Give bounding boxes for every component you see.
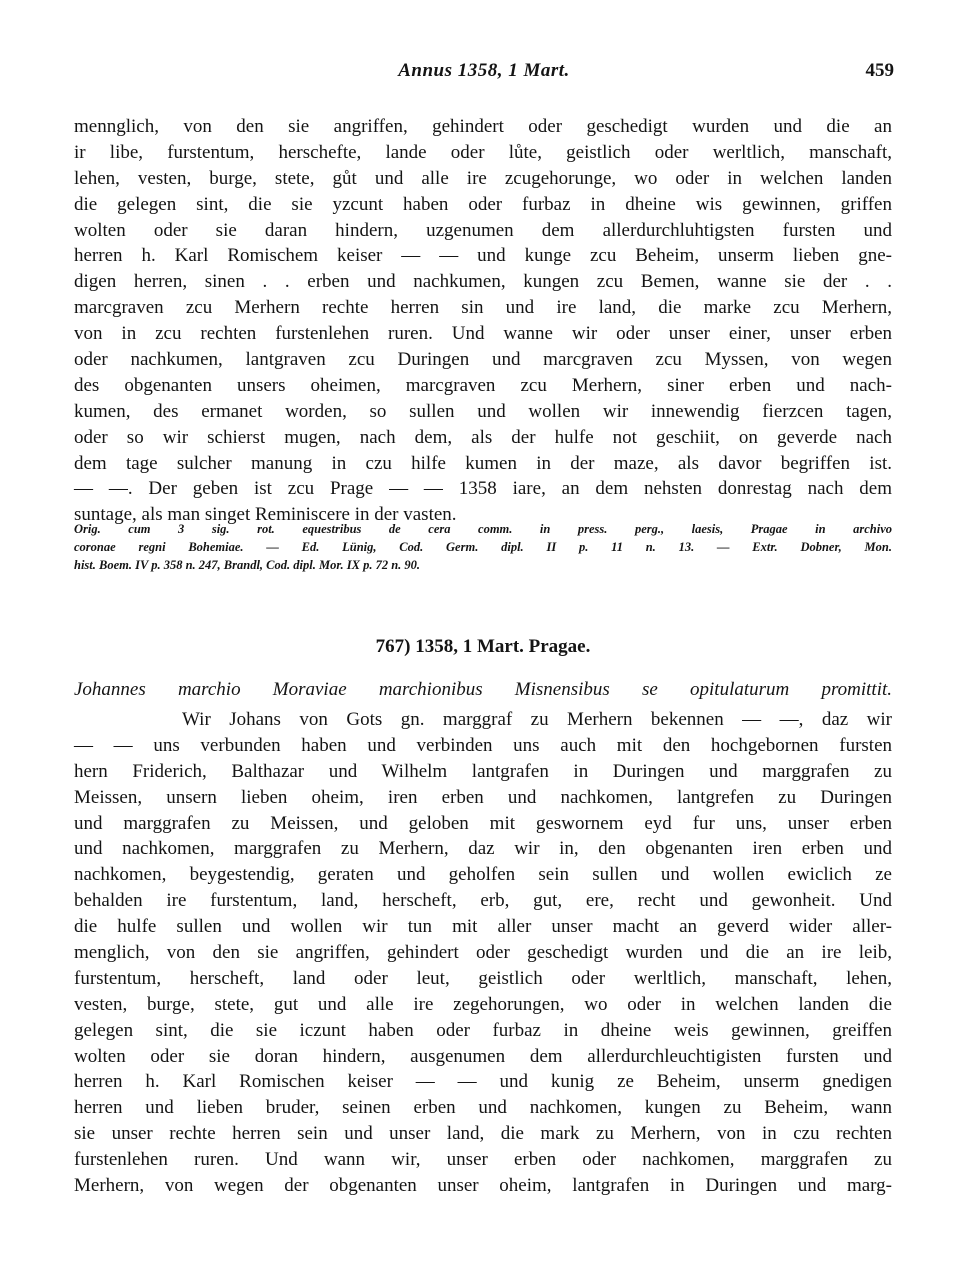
source-note [74,520,892,574]
text-line: herren h. Karl Romischen keiser — — und kunig ze Beheim, unserm gnedigen [74,1071,892,1093]
text-line: marcgraven zcu Merhern rechte herren sin und ire land, die marke zcu Merhern, [74,297,892,319]
text-line: nachkomen, beygestendig, geraten und geholfen sein sullen und wollen ewiclich ze [74,864,892,886]
regest: Johannes marchio Moraviae marchionibus Misnensibus se opitulaturum promittit. [74,679,892,700]
text-line: vesten, burge, stete, gut und alle ire zegehorungen, wo oder in welchen landen die [74,993,892,1015]
text-line: — — uns verbunden haben und verbinden uns auch mit den hochgebornen fursten [74,734,892,756]
text-line: die gelegen sint, die sie yzcunt haben oder furbaz in dheine wis gewinnen, griffen [74,193,892,215]
text-line: — —. Der geben ist zcu Prage — — 1358 iare, an dem nehsten donrestag nach dem [74,478,892,500]
text-line: oder nachkumen, lantgraven zcu Duringen und marcgraven zcu Myssen, von wegen [74,349,892,371]
text-line: suntage, als man singet Reminiscere in der vasten. [74,504,457,526]
text-line: behalden ire furstentum, land, herscheft, erb, gut, ere, recht und gewonheit. Und [74,890,892,912]
text-line: die hulfe sullen und wollen wir tun mit aller unser macht an geverd wider aller- [74,916,892,938]
text-line: wolten oder sie doran hindern, ausgenumen dem allerdurchleuchtigisten fursten und [74,1045,892,1067]
text-line: mennglich, von den sie angriffen, gehindert oder geschedigt wurden und die an [74,116,892,137]
running-head [74,60,894,86]
text-line: Wir Johans von Gots gn. marggraf zu Merhern bekennen — —, daz wir [182,709,892,730]
text-line: von in zcu rechten furstenlehen ruren. Und wanne wir oder unser einer, unser erben [74,323,892,345]
text-line: und nachkomen, marggrafen zu Merhern, daz wir in, den obgenanten iren erben und [74,838,892,860]
text-line: furstenlehen ruren. Und wann wir, unser erben oder nachkomen, marggrafen zu [74,1149,892,1171]
text-line: lehen, vesten, burge, stete, gůt und alle ire zcugehorunge, wo oder in welchen landen [74,167,892,189]
text-line: digen herren, sinen . . erben und nachkumen, kungen zcu Bemen, wanne sie der . . [74,271,892,293]
previous-document-text [74,114,892,528]
text-line: Merhern, von wegen der obgenanten unser oheim, lantgrafen in Duringen und marg- [74,1175,892,1197]
page-number: 459 [865,60,894,81]
text-line: und marggrafen zu Meissen, und geloben mit geswornem eyd fur uns, unser erben [74,812,892,834]
text-line: gelegen sint, die sie iczunt haben oder furbaz in dheine weis gewinnen, greiffen [74,1019,892,1041]
text-line: menglich, von den sie angriffen, gehindert oder geschedigt wurden und die an ire leib, [74,942,892,964]
text-line: Meissen, unsern lieben oheim, iren erben und nachkomen, lantgrefen zu Duringen [74,786,892,808]
text-line: sie unser rechte herren sein und unser land, die mark zu Merhern, von in czu rechten [74,1123,892,1145]
main-document-text [74,707,892,1199]
text-line: hern Friderich, Balthazar und Wilhelm lantgrafen in Duringen und marggrafen zu [74,760,892,782]
source-note-line: coronae regni Bohemiae. — Ed. Lünig, Cod. Germ. dipl. II p. 11 n. 13. — Extr. Dobner, Mon. [74,540,892,554]
text-line: furstentum, herscheft, land oder leut, geistlich oder werltlich, manschaft, lehen, [74,967,892,989]
source-note-line: Orig. cum 3 sig. rot. equestribus de cera comm. in press. perg., laesis, Pragae in archivo [74,522,892,536]
source-note-line: hist. Boem. IV p. 358 n. 247, Brandl, Cod. dipl. Mor. IX p. 72 n. 90. [74,558,421,572]
text-line: wolten oder sie daran hindern, uzgenumen dem allerdurchluhtigsten fursten und [74,219,892,241]
text-line: herren h. Karl Romischem keiser — — und kunge zcu Beheim, unserm lieben gne- [74,245,892,267]
document-heading: 767) 1358, 1 Mart. Pragae. [375,636,591,657]
text-line: oder so wir schierst mugen, nach dem, als der hulfe not geschiit, on geverde nach [74,426,892,448]
text-line: des obgenanten unsers oheimen, marcgraven zcu Merhern, siner erben und nach- [74,374,892,396]
text-line: kumen, des ermanet worden, so sullen und wollen wir innewendig fierzcen tagen, [74,400,892,422]
running-title: Annus 1358, 1 Mart. [398,60,570,81]
text-line: herren und lieben bruder, seinen erben und nachkomen, kungen zu Beheim, wann [74,1097,892,1119]
text-line: dem tage sulcher manung in czu hilfe kumen in der maze, als davor begriffen ist. [74,452,892,474]
text-line: ir libe, furstentum, herschefte, lande oder lůte, geistlich oder werltlich, manschaft, [74,141,892,163]
